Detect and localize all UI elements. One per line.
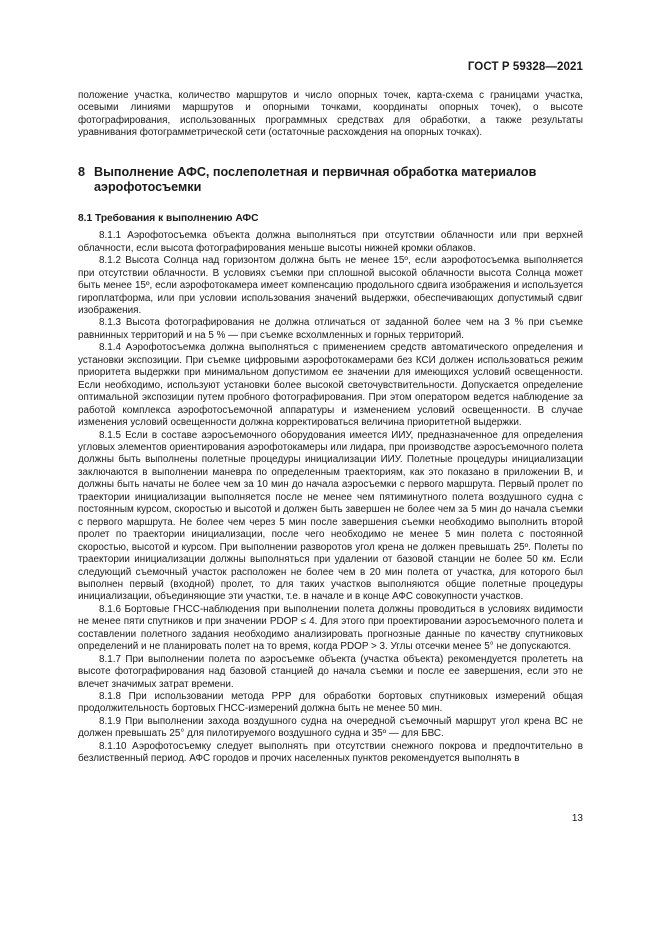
document-code: ГОСТ Р 59328—2021 bbox=[467, 61, 583, 73]
paragraph-8-1-1: 8.1.1 Аэрофотосъемка объекта должна выполняться при отсутствии облачности или при верхней облачности, если высота фотографирования меньше высоты нижней кромки облаков. bbox=[78, 230, 583, 254]
paragraph-8-1-9: 8.1.9 При выполнении захода воздушного судна на очередной съемочный маршрут угол крена ВС не должен превышать 25° для пилотируемого воздушного судна и 35º — для БВС. bbox=[78, 715, 583, 740]
paragraph-8-1-5: 8.1.5 Если в составе аэросъемочного оборудования имеется ИИУ, предназначенное для определения угловых элементов ориентирования аэрофотокамеры или лидара, при производстве аэросъемочного полета должны быть выполнены полетные процедуры инициализации ИИУ. Полетные процедуры инициализации заключаются в выполнении маневра по определенным траекториям, как это показано в приложении В, и должны быть начаты не более чем за 10 мин до начала аэросъемки с первого маршрута. Первый пролет по траектории инициализации выполняется после не менее чем пятиминутного полета воздушного судна с постоянным курсом, скоростью и высотой и должен быть завершен не более чем за 5 мин до начала съемки с первого маршрута. Не более чем через 5 мин после завершения съемки необходимо выполнить второй пролет по траектории инициализации, после чего необходимо не менее 5 мин полета с постоянной скоростью, высотой и курсом. При выполнении разворотов угол крена не должен превышать 25º. Полеты по траектории инициализации должны выполняться при удалении от базовой станции не более 50 км. Если следующий съемочный участок расположен не более чем в 20 мин полета от участка, для которого был выполнен первый (входной) пролет, то для таких участков выполняются общие полетные процедуры инициализации, объединяющие эти участки, т.е. в начале и в конце АФС совокупности участков. bbox=[78, 429, 583, 603]
paragraph-8-1-6: 8.1.6 Бортовые ГНСС-наблюдения при выполнении полета должны проводиться в условиях видимости не менее пяти спутников и при значении PDOP ≤ 4. Для этого при проектировании аэросъемочного полета и составлении полетного задания необходимо анализировать прогнозные данные по качеству спутниковых определений и не планировать полет на то время, когда PDOP > 3. Углы отсечки менее 5° не допускаются. bbox=[78, 603, 583, 653]
page-content bbox=[78, 90, 583, 766]
paragraph-8-1-2: 8.1.2 Высота Солнца над горизонтом должна быть не менее 15º, если аэрофотосъемка выполняется при отсутствии облачности. В условиях съемки при сплошной высокой облачности высота Солнца может быть менее 15º, если аэрофотокамера имеет компенсацию продольного сдвига изображения и используется гироплатформа, или при условии использования значений выдержки, обеспечивающих допустимый сдвиг изображения. bbox=[78, 255, 583, 316]
section-title: Выполнение АФС, послеполетная и первичная обработка материалов аэрофотосъемки bbox=[94, 164, 537, 194]
paragraph-8-1-4: 8.1.4 Аэрофотосъемка должна выполняться с применением средств автоматического определения и установки экспозиции. При съемке цифровыми аэрофотокамерами без КСИ должен использоваться режим приоритета выдержки при минимальном допустимом ее значении для имеющихся условий освещенности. Если необходимо, используют установки более высокой светочувствительности. Допускается определение оптимальной экспозиции путем пробного фотографирования. При этом оператором ведется наблюдение за работой комплекса аэрофотосъемочной аппаратуры и изменением условий освещенности. В случае изменения условий освещенности должна корректироваться величина приоритетной выдержки. bbox=[78, 342, 583, 429]
paragraph-8-1-3: 8.1.3 Высота фотографирования не должна отличаться от заданной более чем на 3 % при съемке равнинных территорий и на 5 % — при съемке всхолмленных и горных территорий. bbox=[78, 317, 583, 341]
section-number: 8 bbox=[78, 164, 86, 179]
page-number: 13 bbox=[571, 813, 583, 824]
section-heading bbox=[78, 165, 583, 195]
paragraph-8-1-10: 8.1.10 Аэрофотосъемку следует выполнять при отсутствии снежного покрова и предпочтительно в безлиственный период. АФС городов и прочих населенных пунктов рекомендуется выполнять в bbox=[78, 740, 583, 765]
paragraph-8-1-7: 8.1.7 При выполнении полета по аэросъемке объекта (участка объекта) рекомендуется пролететь на высоте фотографирования над базовой станцией до начала съемки и после ее завершения, если это не влечет значимых затрат времени. bbox=[78, 653, 583, 690]
lead-paragraph: положение участка, количество маршрутов и число опорных точек, карта-схема с границами участка, осевыми линиями маршрутов и опорными точками, координаты опорных точек), о высоте фотографирования, использованных программных средствах для обработки, а также результаты уравнивания фотограмметрической сети (остаточные расхождения на опорных точках). bbox=[78, 90, 583, 139]
paragraph-8-1-8: 8.1.8 При использовании метода PPP для обработки бортовых спутниковых измерений общая продолжительность бортовых ГНСС-измерений должна быть не менее 50 мин. bbox=[78, 691, 583, 715]
subsection-heading: 8.1 Требования к выполнению АФС bbox=[78, 212, 259, 224]
